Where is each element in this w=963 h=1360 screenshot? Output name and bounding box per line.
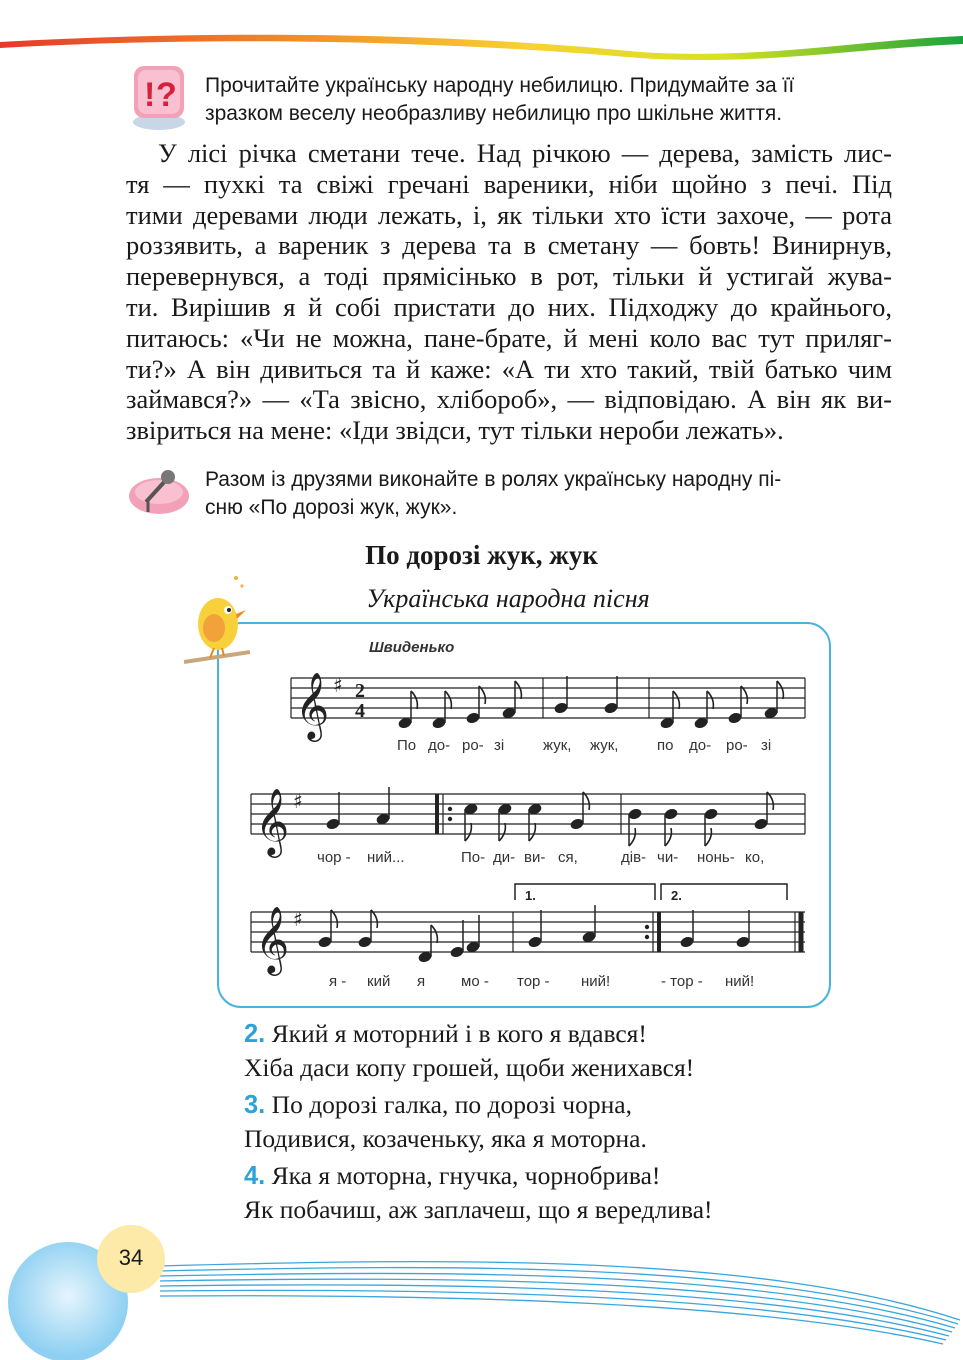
task-line: зразком веселу необразливу небилицю про шкільне життя.: [205, 102, 783, 125]
treble-clef-icon: 𝄞: [295, 671, 330, 739]
lyric-syllable: зі: [494, 737, 505, 754]
lyric-syllable: По: [397, 737, 417, 754]
lyric-syllable: мо -: [461, 973, 489, 990]
verse-line: Хіба даси копу грошей, щоби женихався!: [244, 1053, 695, 1082]
task-line: сню «По дорозі жук, жук».: [205, 496, 458, 519]
lyric-syllable: жук,: [543, 737, 572, 754]
lyric-syllable: нонь-: [697, 849, 735, 866]
note-flag: [465, 823, 471, 841]
lyric-syllable: тор -: [517, 973, 550, 990]
story-line: роззявить, а вареник з дерева та в сметану — бовть! Винирнув,: [126, 230, 892, 261]
note-flag: [529, 823, 535, 841]
verse-number: 2.: [244, 1020, 266, 1048]
key-sharp-icon: ♯: [293, 789, 303, 813]
svg-text:?: ?: [156, 76, 177, 114]
note-flag: [431, 925, 437, 943]
lyric-syllable: дів-: [621, 849, 647, 866]
lyric-syllable: ко,: [745, 849, 765, 866]
time-signature-top: 2: [355, 680, 365, 702]
lyric-syllable: чи-: [657, 849, 679, 866]
note-flag: [479, 686, 485, 704]
note-flag: [583, 792, 589, 810]
verse-3: [244, 1088, 647, 1156]
note-flag: [445, 691, 451, 709]
lyric-syllable: По-: [461, 849, 486, 866]
note-flag: [707, 691, 713, 709]
story-line: ти?» А він дивиться та й каже: «А ти хто такий, твій батько чим: [126, 353, 892, 384]
treble-clef-icon: 𝄞: [255, 905, 290, 973]
song-subtitle: Українська народна пісня: [366, 584, 650, 613]
note-flag: [499, 823, 505, 841]
lyric-syllable: ро-: [726, 737, 748, 754]
question-exclamation-icon: [126, 60, 192, 132]
key-sharp-icon: ♯: [333, 673, 343, 697]
lyric-syllable: зі: [761, 737, 772, 754]
lyric-syllable: по: [657, 737, 674, 754]
note-flag: [767, 792, 773, 810]
story-line: перевернувся, а тоді прямісінько в рот, тільки й устигай жува-: [126, 261, 892, 292]
note-flag: [411, 691, 417, 709]
story-line: тя — пухкі та свіжі гречані вареники, ніби щойно з печі. Під: [126, 168, 892, 199]
story-line: займався?» — «Та звісно, хлібороб», — відповідаю. А він як ви-: [126, 384, 892, 415]
story-line: звіриться на мене: «Іди звідси, тут тільки нероби лежать».: [126, 415, 784, 446]
story-line: ти. Вирішив я й собі пристати до них. Підходжу до крайнього,: [126, 291, 892, 322]
story-paragraph: [126, 138, 892, 446]
volta-1-label: 1.: [525, 888, 536, 903]
note-flag: [665, 828, 671, 846]
verse-number: 4.: [244, 1162, 266, 1190]
note-flag: [371, 910, 377, 928]
time-signature-bottom: 4: [355, 700, 365, 722]
verse-number: 3.: [244, 1091, 266, 1119]
staff-1: [291, 678, 805, 718]
lyric-syllable: жук,: [590, 737, 619, 754]
staff-3: [251, 912, 805, 952]
verse-4: [244, 1159, 713, 1227]
note-flag: [777, 681, 783, 699]
key-sharp-icon: ♯: [293, 907, 303, 931]
note-flag: [673, 691, 679, 709]
task-line: Разом із друзями виконайте в ролях українську народну пі-: [205, 468, 782, 491]
task-instruction-2: [205, 466, 781, 522]
lyric-syllable: до-: [428, 737, 451, 754]
verse-line: Який я моторний і в кого я вдався!: [271, 1019, 647, 1048]
lyric-syllable: ро-: [462, 737, 484, 754]
lyric-syllable: ний!: [725, 973, 755, 990]
lyric-syllable: ся,: [558, 849, 578, 866]
microphone-icon: [126, 462, 192, 518]
lyric-syllable: - тор -: [661, 973, 703, 990]
lyric-syllable: я -: [329, 973, 347, 990]
svg-text:!: !: [144, 76, 156, 114]
lyric-syllable: ви-: [524, 849, 546, 866]
note-flag: [515, 681, 521, 699]
story-line: тими деревами люди лежать, і, як тільки хто їсти захоче, — рота: [126, 199, 892, 230]
task-instruction-1: [205, 72, 794, 128]
volta-brackets: [515, 884, 787, 900]
page-number: 34: [118, 1245, 144, 1270]
song-title: По дорозі жук, жук: [365, 540, 598, 570]
verse-line: Подивися, козаченьку, яка я моторна.: [244, 1124, 647, 1153]
treble-clef-icon: 𝄞: [255, 787, 290, 855]
bird-illustration: [180, 570, 260, 670]
story-line: питаюсь: «Чи не можна, пане-брате, й мені коло вас тут приляг-: [126, 322, 892, 353]
verse-line: Як побачиш, аж заплачеш, що я вередлива!: [244, 1195, 713, 1224]
verse-line: Яка я моторна, гнучка, чорнобрива!: [271, 1161, 661, 1190]
lyric-syllable: ний!: [581, 973, 611, 990]
note-flag: [629, 828, 635, 846]
verse-line: По дорозі галка, по дорозі чорна,: [271, 1090, 632, 1119]
volta-2-label: 2.: [671, 888, 682, 903]
lyric-syllable: я: [417, 973, 426, 990]
story-line: У лісі річка сметани тече. Над річкою — дерева, замість лис-: [158, 138, 892, 168]
task-line: Прочитайте українську народну небилицю. Придумайте за її: [205, 74, 795, 97]
notes: [317, 676, 783, 964]
verse-2: [244, 1017, 694, 1085]
sheet-music: [217, 622, 831, 1008]
lyric-syllable: ди-: [493, 849, 516, 866]
lyric-syllable: до-: [689, 737, 712, 754]
note-flag: [741, 686, 747, 704]
note-flag: [705, 828, 711, 846]
tempo-marking: Швиденько: [369, 639, 455, 656]
top-rainbow-stripe: [0, 0, 963, 60]
lyric-syllable: ний...: [367, 849, 405, 866]
lyric-syllable: чор -: [317, 849, 351, 866]
lyric-syllable: кий: [367, 973, 391, 990]
note-flag: [331, 910, 337, 928]
